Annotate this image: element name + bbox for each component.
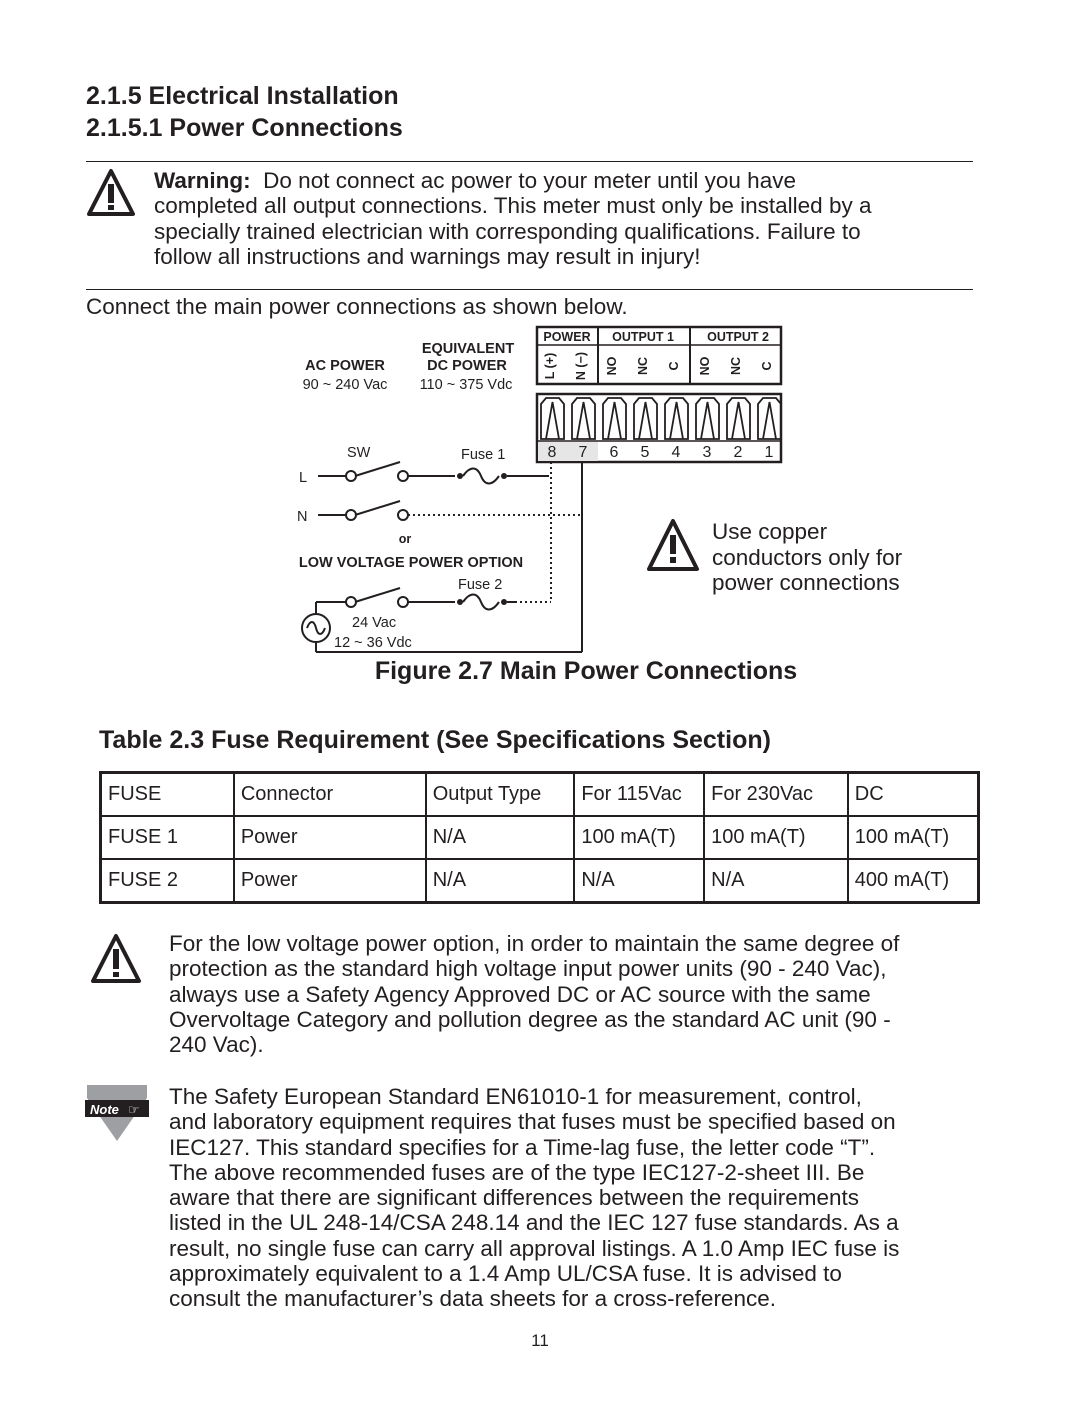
copper-note-line: power connections bbox=[712, 570, 900, 595]
terminal-label: L (+) bbox=[543, 352, 557, 380]
table-cell: N/A bbox=[574, 859, 704, 903]
terminal-block bbox=[537, 394, 781, 462]
paragraph-line: and laboratory equipment requires that fuses must be specified based on bbox=[169, 1109, 896, 1135]
intro-text: Connect the main power connections as shown below. bbox=[86, 294, 628, 319]
warning-line: follow all instructions and warnings may result in injury! bbox=[154, 243, 701, 269]
table-cell: 100 mA(T) bbox=[574, 816, 704, 859]
figure-caption: Figure 2.7 Main Power Connections bbox=[374, 657, 798, 685]
table-header-cell: Output Type bbox=[426, 773, 575, 817]
table-header-cell: For 230Vac bbox=[704, 773, 848, 817]
terminal-number: 4 bbox=[671, 444, 681, 461]
paragraph-line: protection as the standard high voltage input power units (90 - 240 Vac), bbox=[169, 956, 887, 982]
page-number: 11 bbox=[531, 1331, 549, 1350]
table-header-row bbox=[101, 773, 979, 817]
paragraph-line: listed in the UL 248-14/CSA 248.14 and the IEC 127 fuse standards. As a bbox=[169, 1210, 899, 1236]
table-cell: FUSE 2 bbox=[101, 859, 234, 903]
paragraph-line: IEC127. This standard specifies for a Time-lag fuse, the letter code “T”. bbox=[169, 1134, 876, 1160]
fuse1-label: Fuse 1 bbox=[461, 447, 506, 463]
terminal-number: 1 bbox=[764, 444, 774, 461]
fuse2-label: Fuse 2 bbox=[458, 577, 503, 593]
subsection-heading: 2.1.5.1 Power Connections bbox=[86, 114, 403, 142]
low-vdc-label: 12 ~ 36 Vdc bbox=[334, 635, 412, 651]
terminal-label: NO bbox=[698, 356, 712, 376]
warning-line: Do not connect ac power to your meter until you have bbox=[263, 168, 796, 193]
group-output2-label: OUTPUT 2 bbox=[707, 330, 769, 344]
paragraph-line: For the low voltage power option, in order to maintain the same degree of bbox=[169, 931, 900, 956]
table-row bbox=[101, 816, 979, 859]
paragraph-line: aware that there are significant differences between the requirements bbox=[169, 1185, 859, 1211]
copper-warning-icon bbox=[649, 521, 697, 569]
table-cell: Power bbox=[234, 859, 426, 903]
table-cell: FUSE 1 bbox=[101, 816, 234, 859]
table-cell: N/A bbox=[426, 816, 575, 859]
note-text bbox=[169, 1084, 899, 1312]
terminal-label: NO bbox=[605, 356, 619, 376]
terminal-number: 2 bbox=[733, 444, 743, 461]
terminal-label: NC bbox=[729, 356, 743, 376]
copper-note-line: Use copper bbox=[712, 519, 828, 544]
terminal-label: N (−) bbox=[574, 351, 588, 381]
warning-label: Warning: bbox=[154, 168, 251, 193]
note-badge-icon bbox=[83, 1085, 151, 1143]
group-output1-label: OUTPUT 1 bbox=[612, 330, 674, 344]
paragraph-line: approximately equivalent to a 1.4 Amp UL/CSA fuse. It is advised to bbox=[169, 1261, 842, 1287]
terminal-number: 7 bbox=[578, 444, 588, 461]
terminal-block-header bbox=[537, 327, 781, 384]
dc-range-label: 110 ~ 375 Vdc bbox=[419, 377, 513, 393]
table-header-cell: DC bbox=[848, 773, 979, 817]
dc-power-label: DC POWER bbox=[427, 358, 507, 374]
low-voltage-option-label: LOW VOLTAGE POWER OPTION bbox=[298, 555, 524, 571]
terminal-number: 8 bbox=[547, 444, 557, 461]
switch-label: SW bbox=[347, 445, 371, 461]
low-vac-label: 24 Vac bbox=[352, 615, 397, 631]
paragraph-line: 240 Vac). bbox=[169, 1032, 264, 1058]
power-wiring-diagram bbox=[0, 0, 1080, 700]
paragraph-line: Overvoltage Category and pollution degree as the standard AC unit (90 - bbox=[169, 1006, 891, 1032]
table-cell: Power bbox=[234, 816, 426, 859]
section-heading: 2.1.5 Electrical Installation bbox=[86, 82, 399, 110]
copper-note-line: conductors only for bbox=[712, 545, 903, 570]
table-row bbox=[101, 859, 979, 903]
line-l-label: L bbox=[299, 470, 308, 486]
table-cell: 100 mA(T) bbox=[704, 816, 848, 859]
terminal-label: C bbox=[760, 361, 774, 371]
paragraph-line: The Safety European Standard EN61010-1 for measurement, control, bbox=[169, 1084, 862, 1109]
paragraph-line: result, no single fuse can carry all approval listings. A 1.0 Amp IEC fuse is bbox=[169, 1235, 900, 1261]
or-label: or bbox=[398, 532, 412, 546]
line-n-label: N bbox=[297, 509, 308, 525]
terminal-label: NC bbox=[636, 356, 650, 376]
ac-range-label: 90 ~ 240 Vac bbox=[302, 377, 388, 393]
fuse-requirement-table bbox=[99, 771, 980, 904]
table-cell: 400 mA(T) bbox=[848, 859, 979, 903]
equivalent-label: EQUIVALENT bbox=[421, 341, 515, 357]
ac-power-label: AC POWER bbox=[305, 358, 385, 374]
terminal-label: C bbox=[667, 361, 681, 371]
table-header-cell: Connector bbox=[234, 773, 426, 817]
warning-icon bbox=[90, 933, 142, 985]
warning-line: completed all output connections. This meter must only be installed by a bbox=[154, 193, 872, 219]
low-voltage-warning-text bbox=[169, 931, 899, 1057]
terminal-number: 6 bbox=[609, 444, 619, 461]
note-badge-label: Note bbox=[90, 1102, 119, 1117]
pointing-hand-icon: ☞ bbox=[128, 1103, 140, 1118]
table-header-cell: For 115Vac bbox=[574, 773, 704, 817]
table-caption: Table 2.3 Fuse Requirement (See Specifications Section) bbox=[99, 726, 771, 754]
table-cell: N/A bbox=[426, 859, 575, 903]
table-cell: N/A bbox=[704, 859, 848, 903]
paragraph-line: always use a Safety Agency Approved DC or AC source with the same bbox=[169, 981, 871, 1007]
table-cell: 100 mA(T) bbox=[848, 816, 979, 859]
paragraph-line: The above recommended fuses are of the type IEC127-2-sheet III. Be bbox=[169, 1159, 865, 1185]
paragraph-line: consult the manufacturer’s data sheets for a cross-reference. bbox=[169, 1286, 776, 1312]
group-power-label: POWER bbox=[543, 330, 591, 344]
terminal-number: 3 bbox=[702, 444, 712, 461]
table-header-cell: FUSE bbox=[101, 773, 234, 817]
terminal-number: 5 bbox=[640, 444, 650, 461]
warning-line: specially trained electrician with corresponding qualifications. Failure to bbox=[154, 218, 861, 244]
